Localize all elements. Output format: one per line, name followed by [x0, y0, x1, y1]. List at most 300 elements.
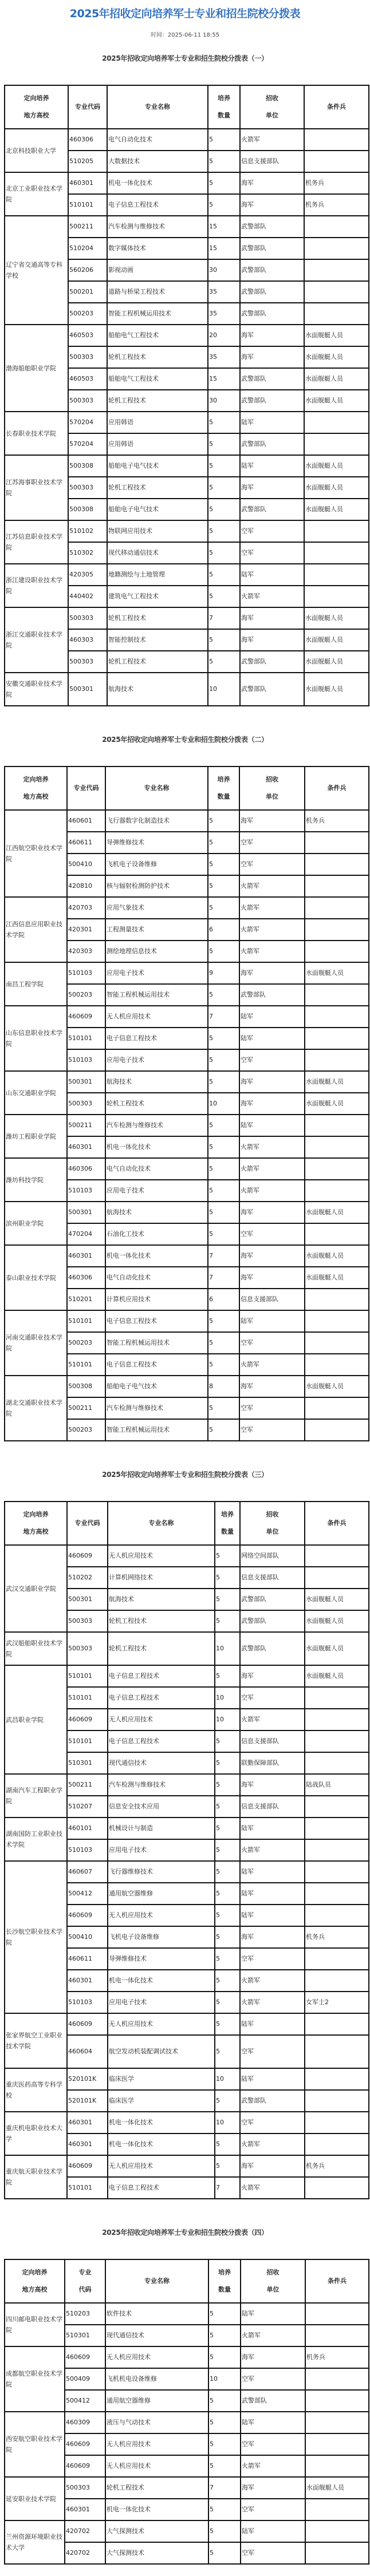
major-code: 460609: [67, 2013, 108, 2035]
major-name: 无人机应用技术: [105, 2455, 208, 2477]
major-code: 500303: [68, 607, 107, 629]
major-code: 460301: [67, 1245, 105, 1267]
major-code: 460609: [67, 1709, 108, 1730]
table-row: [5, 1376, 369, 1397]
major-code: 460609: [65, 2346, 105, 2368]
table-row: [5, 172, 369, 194]
condition-soldier: 水面舰艇人员: [305, 1202, 369, 1223]
condition-soldier: [304, 151, 369, 172]
major-name: 应用电子技术: [105, 962, 208, 984]
major-code: 500211: [67, 1115, 105, 1136]
header-code: 专业代码: [67, 767, 105, 810]
allocation-table: [4, 85, 369, 706]
major-code: 460303: [68, 629, 107, 651]
table-row: [5, 1202, 369, 1223]
condition-soldier: [305, 2068, 369, 2090]
receiving-unit: 空军: [239, 1397, 305, 1419]
receiving-unit: 武警部队: [240, 1589, 305, 1610]
header-line: 培养: [217, 776, 230, 783]
receiving-unit: 陆军: [240, 2013, 305, 2035]
major-code: 460609: [67, 1006, 105, 1028]
condition-soldier: [305, 854, 369, 875]
receiving-unit: 武警部队: [240, 433, 304, 455]
major-name: 临床医学: [108, 2090, 215, 2112]
receiving-unit: 武警部队: [240, 1632, 305, 1665]
header-school: [5, 1502, 67, 1545]
table-row: [5, 1245, 369, 1267]
major-code: 500211: [67, 1774, 108, 1796]
major-name: 通用航空器维修: [108, 1883, 215, 1905]
condition-soldier: [305, 2455, 369, 2477]
condition-soldier: [305, 2303, 369, 2325]
condition-soldier: [304, 564, 369, 586]
major-code: 460503: [68, 368, 107, 390]
header-line: 招收: [266, 776, 278, 783]
major-code: 500301: [67, 1071, 105, 1093]
major-name: 电子信息工程技术: [105, 1310, 208, 1332]
training-count: 5: [215, 2155, 240, 2177]
condition-soldier: [305, 1796, 369, 1818]
condition-soldier: 机务兵: [304, 172, 369, 194]
header-unit: [241, 2259, 305, 2303]
major-name: 无人机应用技术: [105, 1006, 208, 1028]
training-count: 5: [208, 151, 240, 172]
training-count: 5: [208, 651, 240, 673]
major-name: 轮机工程技术: [108, 1632, 215, 1665]
school-name: 张家界航空工业职业技术学院: [5, 2013, 67, 2068]
receiving-unit: 武警部队: [240, 238, 304, 259]
school-name: 北京工业职业技术学院: [5, 172, 68, 216]
receiving-unit: 武警部队: [240, 499, 304, 520]
major-name: 船舶电气工程技术: [107, 368, 208, 390]
training-count: 5: [208, 984, 239, 1006]
receiving-unit: 海军: [239, 1093, 305, 1115]
training-count: 5: [208, 1049, 239, 1071]
major-code: 570204: [68, 412, 107, 433]
major-name: 无人机应用技术: [105, 2346, 208, 2368]
training-count: 5: [208, 1028, 239, 1049]
major-code: 470204: [67, 1223, 105, 1245]
receiving-unit: 空军: [239, 832, 305, 854]
receiving-unit: 信息支援部队: [239, 1289, 305, 1310]
training-count: 6: [208, 1289, 239, 1310]
training-count: 5: [208, 1158, 239, 1180]
receiving-unit: 陆军: [240, 455, 304, 477]
major-code: 460609: [67, 1905, 108, 1926]
header-school: [5, 2259, 65, 2303]
training-count: 10: [215, 2112, 240, 2134]
receiving-unit: 火箭军: [239, 1158, 305, 1180]
school-name: 江西航空职业技术学院: [5, 810, 67, 897]
publish-time: 时间：2025-06-11 18:55: [150, 32, 220, 38]
receiving-unit: 陆军: [241, 2412, 305, 2433]
major-code: 460601: [67, 810, 105, 832]
training-count: 35: [208, 303, 240, 325]
receiving-unit: 武警部队: [240, 651, 304, 673]
condition-soldier: [305, 1567, 369, 1589]
training-count: 5: [208, 897, 239, 919]
training-count: 5: [215, 2090, 240, 2112]
section-title: 2025年招收定向培养军士专业和招生院校分拨表（二）: [102, 736, 268, 744]
training-count: 5: [208, 1071, 239, 1093]
major-code: 510101: [67, 1310, 105, 1332]
header-line: 专业: [78, 2269, 92, 2276]
major-code: 460609: [65, 2455, 105, 2477]
major-name: 导弹维修技术: [105, 832, 208, 854]
receiving-unit: 信息支援部队: [240, 151, 304, 172]
major-code: 510103: [67, 1992, 108, 2013]
receiving-unit: 空军: [240, 1948, 305, 1970]
receiving-unit: 火箭军: [239, 1354, 305, 1376]
training-count: 5: [208, 129, 240, 151]
major-name: 大气探测技术: [105, 2520, 208, 2542]
major-code: 510101: [67, 1687, 108, 1709]
major-name: 机电一体化技术: [108, 2112, 215, 2134]
condition-soldier: [304, 412, 369, 433]
header-line: 地方高校: [23, 793, 49, 800]
training-count: 5: [208, 810, 239, 832]
condition-soldier: 水面舰艇人员: [304, 346, 369, 368]
major-name: 工程测量技术: [105, 919, 208, 941]
receiving-unit: 陆军: [239, 1115, 305, 1136]
training-count: 5: [208, 1115, 239, 1136]
table-row: [5, 1632, 369, 1665]
header-line: 招收: [266, 94, 278, 102]
header-line: 招收: [266, 1511, 279, 1518]
training-count: 5: [215, 1589, 240, 1610]
condition-soldier: [305, 1180, 369, 1202]
header-code: 专业代码: [68, 85, 107, 129]
table-row: [5, 673, 369, 706]
table-row: [5, 2412, 369, 2433]
condition-soldier: [305, 984, 369, 1006]
receiving-unit: 武警部队: [240, 259, 304, 281]
receiving-unit: 武警部队: [240, 390, 304, 412]
condition-soldier: [305, 1905, 369, 1926]
major-name: 船舶电气工程技术: [107, 325, 208, 346]
major-code: 500409: [65, 2368, 105, 2390]
header-condition: 条件兵: [304, 85, 369, 129]
condition-soldier: 水面舰艇人员: [304, 673, 369, 706]
receiving-unit: 武警部队: [239, 984, 305, 1006]
major-code: 500303: [67, 1632, 108, 1665]
major-code: 510301: [65, 2325, 105, 2346]
header-line: 地方高校: [22, 2286, 48, 2293]
receiving-unit: 海军: [239, 810, 305, 832]
receiving-unit: 空军: [239, 1332, 305, 1354]
training-count: 7: [208, 2477, 241, 2499]
major-code: 500308: [68, 499, 107, 520]
condition-soldier: 水面舰艇人员: [305, 1267, 369, 1289]
receiving-unit: 武警部队: [241, 2390, 305, 2412]
school-name: 南昌工程学院: [5, 962, 67, 1006]
table-row: [5, 216, 369, 238]
condition-soldier: [305, 2368, 369, 2390]
school-name: 潍坊工程职业学院: [5, 1115, 67, 1158]
receiving-unit: 海军: [239, 1376, 305, 1397]
header-line: 代码: [78, 2286, 92, 2293]
major-name: 轮机工程技术: [107, 346, 208, 368]
header-count: [208, 85, 240, 129]
major-name: 汽车检测与维修技术: [107, 216, 208, 238]
header-line: 单位: [266, 793, 278, 800]
major-name: 航海技术: [105, 1071, 208, 1093]
major-name: 大气探测技术: [105, 2542, 208, 2564]
training-count: 15: [208, 216, 240, 238]
header-count: [215, 1502, 240, 1545]
major-code: 420303: [67, 941, 105, 962]
major-code: 520101K: [67, 2068, 108, 2090]
training-count: 5: [208, 2433, 241, 2455]
header-line: 招收: [266, 2269, 280, 2276]
receiving-unit: 海军: [240, 194, 304, 216]
major-name: 应用电子技术: [105, 1049, 208, 1071]
school-name: 安徽交通职业技术学院: [5, 673, 68, 706]
major-code: 460306: [68, 129, 107, 151]
condition-soldier: [304, 259, 369, 281]
major-code: 420702: [65, 2520, 105, 2542]
major-code: 460611: [67, 1948, 108, 1970]
table-row: [5, 564, 369, 586]
table-row: [5, 607, 369, 629]
training-count: 10: [215, 1687, 240, 1709]
major-name: 现代通信技术: [108, 1752, 215, 1774]
school-name: 山东信息职业技术学院: [5, 1006, 67, 1071]
major-code: 460301: [67, 2112, 108, 2134]
receiving-unit: 海军: [240, 607, 304, 629]
major-code: 500203: [68, 303, 107, 325]
major-name: 电子信息工程技术: [105, 1028, 208, 1049]
training-count: 7: [215, 2177, 240, 2199]
condition-soldier: [305, 2433, 369, 2455]
major-name: 道路与桥梁工程技术: [107, 281, 208, 303]
condition-soldier: 机务兵: [304, 194, 369, 216]
header-line: 培养: [218, 94, 230, 102]
major-name: 电气自动化技术: [105, 1158, 208, 1180]
condition-soldier: 机务兵: [305, 810, 369, 832]
school-name: 武汉船舶职业技术学院: [5, 1632, 67, 1665]
receiving-unit: 火箭军: [239, 1180, 305, 1202]
table-row: [5, 2477, 369, 2499]
major-name: 电子信息工程技术: [108, 1687, 215, 1709]
major-code: 500412: [67, 1883, 108, 1905]
training-count: 5: [208, 194, 240, 216]
major-code: 510302: [68, 542, 107, 564]
condition-soldier: [305, 1354, 369, 1376]
tables-container: [0, 53, 370, 2565]
condition-soldier: 水面舰艇人员: [305, 1632, 369, 1665]
school-name: 湖北交通职业技术学院: [5, 1376, 67, 1441]
school-name: 重庆机电职业技术大学: [5, 2112, 67, 2155]
training-count: 5: [215, 1545, 240, 1567]
major-name: 智能工程机械运用技术: [105, 1419, 208, 1441]
receiving-unit: 火箭军: [240, 2134, 305, 2155]
receiving-unit: 武警部队: [240, 673, 304, 706]
receiving-unit: 火箭军: [240, 1839, 305, 1861]
school-name: 潍坊科技学院: [5, 1158, 67, 1202]
major-code: 510101: [67, 1665, 108, 1687]
training-count: 5: [215, 1970, 240, 1992]
school-name: 湖南国防工业职业技术学院: [5, 1818, 67, 1861]
major-name: 机电一体化技术: [105, 2499, 208, 2520]
receiving-unit: 武警部队: [240, 368, 304, 390]
major-code: 460301: [67, 1970, 108, 1992]
receiving-unit: 海军: [239, 1245, 305, 1267]
training-count: 5: [208, 941, 239, 962]
major-name: 机械设计与制造: [108, 1818, 215, 1839]
receiving-unit: 陆军: [239, 1310, 305, 1332]
table-row: [5, 2068, 369, 2090]
condition-soldier: [305, 1006, 369, 1028]
table-row: [5, 455, 369, 477]
major-code: 460607: [67, 1861, 108, 1883]
training-count: 5: [208, 172, 240, 194]
receiving-unit: 武警部队: [240, 281, 304, 303]
major-code: 510101: [67, 2177, 108, 2199]
receiving-unit: 陆军: [240, 564, 304, 586]
major-code: 500303: [68, 346, 107, 368]
receiving-unit: 海军: [240, 2155, 305, 2177]
receiving-unit: 联勤保障部队: [240, 1752, 305, 1774]
table-row: [5, 129, 369, 151]
condition-soldier: [305, 1049, 369, 1071]
training-count: 5: [215, 1774, 240, 1796]
school-name: 江苏信息职业技术学院: [5, 520, 68, 564]
receiving-unit: 陆军: [241, 2520, 305, 2542]
major-name: 大数据技术: [107, 151, 208, 172]
page-title: 2025年招收定向培养军士专业和招生院校分拨表: [69, 7, 301, 20]
school-name: 湖南汽车工程职业学院: [5, 1774, 67, 1818]
header-unit: [240, 85, 304, 129]
major-name: 机电一体化技术: [108, 2134, 215, 2155]
receiving-unit: 海军: [240, 629, 304, 651]
major-name: 测绘地理信息技术: [105, 941, 208, 962]
training-count: 5: [208, 1180, 239, 1202]
school-name: 武汉交通职业学院: [5, 1545, 67, 1632]
major-name: 智能工程机械运用技术: [105, 1332, 208, 1354]
table-header-row: [5, 2259, 369, 2303]
receiving-unit: 海军: [239, 1267, 305, 1289]
training-count: 9: [208, 962, 239, 984]
condition-soldier: [305, 2177, 369, 2199]
training-count: 5: [208, 1136, 239, 1158]
major-name: 航海技术: [107, 673, 208, 706]
receiving-unit: 海军: [240, 1774, 305, 1796]
major-name: 智能工程机械运用技术: [105, 984, 208, 1006]
header-line: 单位: [266, 112, 278, 119]
receiving-unit: 空军: [241, 2368, 305, 2390]
training-count: 5: [215, 1926, 240, 1948]
condition-soldier: 水面舰艇人员: [305, 1093, 369, 1115]
training-count: 5: [208, 1332, 239, 1354]
major-name: 信息安全技术应用: [108, 1796, 215, 1818]
condition-soldier: 陆战队员: [305, 1774, 369, 1796]
major-code: 500301: [67, 1202, 105, 1223]
receiving-unit: 空军: [240, 542, 304, 564]
condition-soldier: 水面舰艇人员: [305, 962, 369, 984]
page-end-spacer: [0, 2565, 370, 2576]
condition-soldier: 水面舰艇人员: [304, 477, 369, 499]
condition-soldier: [305, 1883, 369, 1905]
major-code: 500303: [68, 651, 107, 673]
condition-soldier: [305, 1115, 369, 1136]
receiving-unit: 海军: [239, 962, 305, 984]
table-row: [5, 1861, 369, 1883]
header-count: [208, 2259, 241, 2303]
major-code: 510204: [68, 238, 107, 259]
major-name: 轮机工程技术: [107, 651, 208, 673]
condition-soldier: [305, 1709, 369, 1730]
condition-soldier: 水面舰艇人员: [305, 1071, 369, 1093]
receiving-unit: 空军: [240, 1687, 305, 1709]
receiving-unit: 海军: [239, 1202, 305, 1223]
condition-soldier: [305, 1158, 369, 1180]
condition-soldier: 机务兵: [305, 2346, 369, 2368]
condition-soldier: [305, 832, 369, 854]
table-row: [5, 1545, 369, 1567]
table-row: [5, 2013, 369, 2035]
title-gap: [0, 745, 370, 766]
major-name: 航海技术: [105, 1202, 208, 1223]
training-count: 5: [208, 2346, 241, 2368]
school-name: 长春职业技术学院: [5, 412, 68, 455]
table-row: [5, 2346, 369, 2368]
receiving-unit: 火箭军: [239, 941, 305, 962]
school-name: 山东交通职业学院: [5, 1071, 67, 1115]
major-name: 机电一体化技术: [105, 1136, 208, 1158]
major-name: 影视动画: [107, 259, 208, 281]
major-code: 460306: [67, 1267, 105, 1289]
major-name: 计算机网络技术: [108, 1567, 215, 1589]
training-count: 5: [215, 1839, 240, 1861]
condition-soldier: [305, 2035, 369, 2068]
training-count: 5: [208, 477, 240, 499]
condition-soldier: [305, 1028, 369, 1049]
training-count: 5: [208, 412, 240, 433]
condition-soldier: 水面舰艇人员: [305, 2477, 369, 2499]
training-count: 5: [208, 564, 240, 586]
condition-soldier: [305, 1861, 369, 1883]
condition-soldier: [305, 2325, 369, 2346]
table-row: [5, 1006, 369, 1028]
major-code: 500410: [67, 1926, 108, 1948]
header-school: [5, 85, 68, 129]
receiving-unit: 火箭军: [240, 1970, 305, 1992]
title-gap: [0, 64, 370, 85]
major-code: 460301: [65, 2499, 105, 2520]
training-count: 5: [208, 1354, 239, 1376]
major-name: 电气自动化技术: [107, 129, 208, 151]
condition-soldier: 水面舰艇人员: [305, 1589, 369, 1610]
training-count: 20: [208, 325, 240, 346]
training-count: 5: [208, 1223, 239, 1245]
header-line: 定向培养: [23, 94, 49, 102]
header-unit: [240, 1502, 305, 1545]
major-name: 轮机工程技术: [105, 1093, 208, 1115]
major-code: 510103: [67, 962, 105, 984]
condition-soldier: 水面舰艇人员: [304, 651, 369, 673]
condition-soldier: [305, 1730, 369, 1752]
school-name: 渤海船舶职业学院: [5, 325, 68, 412]
school-name: 浙江建设职业技术学院: [5, 564, 68, 607]
condition-soldier: 水面舰艇人员: [304, 455, 369, 477]
condition-soldier: [305, 1310, 369, 1332]
major-code: 460309: [65, 2412, 105, 2433]
receiving-unit: 网络空间部队: [240, 1545, 305, 1567]
major-name: 船舶电子电气技术: [105, 1376, 208, 1397]
header-line: 单位: [266, 1528, 279, 1535]
receiving-unit: 陆军: [240, 1818, 305, 1839]
